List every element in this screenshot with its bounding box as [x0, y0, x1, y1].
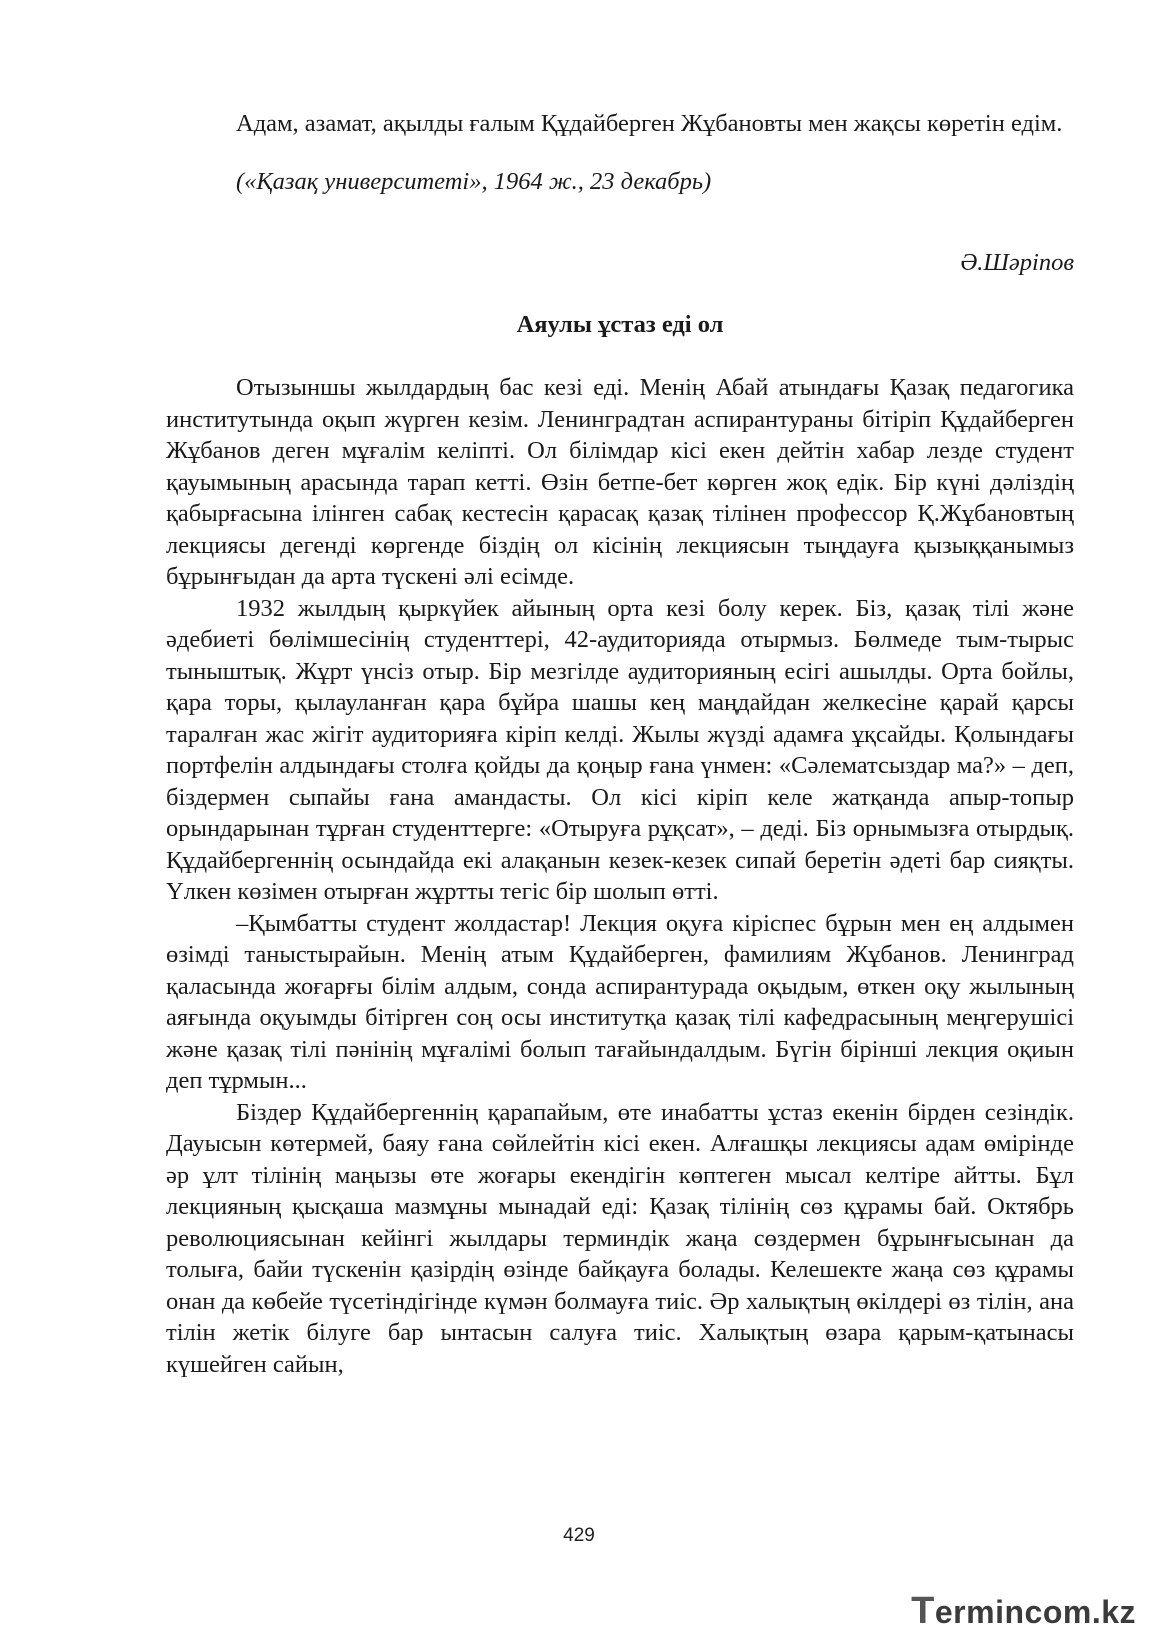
- body-paragraph-1: Отызыншы жылдардың бас кезі еді. Менің Абай атындағы Қазақ педагогика институтында оқып жүрген кезім. Ленинградтан аспирантураны бітіріп Құдайберген Жұбанов деген мұғалім келіпті. Ол білімдар кісі екен дейтін хабар лезде студент қауымының арасында тарап кетті. Өзін бетпе-бет көрген жоқ едік. Бір күні дәліздің қабырғасына ілінген сабақ кестесін қарасақ қазақ тілінен профессор Қ.Жұбановтың лекциясы дегенді көргенде біздің ол кісінің лекциясын тыңдауға қызыққанымыз бұрынғыдан да арта түскені әлі есімде.: [166, 374, 1074, 590]
- intro-paragraph: Адам, азамат, ақылды ғалым Құдайберген Жұбановты мен жақсы көретін едім.: [236, 110, 1063, 137]
- page-content: [166, 108, 1074, 1380]
- watermark-text: ermincom.kz: [934, 1594, 1136, 1630]
- body-paragraph-4: Біздер Құдайбергеннің қарапайым, өте инабатты ұстаз екенін бірден сезіндік. Дауысын көтермей, баяу ғана сөйлейтін кісі екен. Алғашқы лекциясы адам өмірінде әр ұлт тілінің маңызы өте жоғары екендігін көптеген мысал келтіре айтты. Бұл лекцияның қысқаша мазмұны мынадай еді: Қазақ тілінің сөз құрамы бай. Октябрь революциясынан кейінгі жылдары терминдік жаңа сөздермен бұрынғысынан да толыға, байи түскенін қазірдің өзінде байқауға болады. Келешекте жаңа сөз құрамы онан да көбейе түсетіндігінде күмән болмауға тиіс. Әр халықтың өкілдері өз тілін, ана тілін жетік білуге бар ынтасын салуға тиіс. Халықтың өзара қарым-қатынасы күшейген сайын,: [166, 1098, 1074, 1378]
- page-number: 429: [563, 1525, 595, 1546]
- termincom-logo: [911, 1590, 1136, 1633]
- source-citation: («Қазақ университеті», 1964 ж., 23 декабрь): [236, 167, 712, 195]
- body-paragraph-2: 1932 жылдың қыркүйек айының орта кезі болу керек. Біз, қазақ тілі және әдебиеті бөлімшесінің студенттері, 42-аудиторияда отырмыз. Бөлмеде тым-тырыс тыныштық. Жұрт үнсіз отыр. Бір мезгілде аудиторияның есігі ашылды. Орта бойлы, қара торы, қылауланған қара бұйра шашы кең маңдайдан желкесіне қарай қарсы таралған жас жігіт аудиторияға кіріп келді. Жылы жүзді адамға ұқсайды. Қолындағы портфелін алдындағы столға қойды да қоңыр ғана үнмен: «Сәлематсыздар ма?» – деп, біздермен сыпайы ғана амандасты. Ол кісі кіріп келе жатқанда апыр-топыр орындарынан тұрған студенттерге: «Отыруға рұқсат», – деді. Біз орнымызға отырдық. Құдайбергеннің осындайда екі алақанын кезек-кезек сипай беретін әдеті бар сияқты. Үлкен көзімен отырған жұртты тегіс бір шолып өтті.: [166, 594, 1074, 905]
- article-author: Ә.Шәріпов: [960, 249, 1074, 276]
- watermark-prefix: T: [911, 1590, 935, 1632]
- body-paragraph-3: –Қымбатты студент жолдастар! Лекция оқуға кіріспес бұрын мен ең алдымен өзімді таныстырайын. Менің атым Құдайберген, фамилиям Жұбанов. Ленинград қаласында жоғарғы білім алдым, сонда аспирантурада оқыдым, өткен оқу жылының аяғында оқуымды бітірген соң осы институтқа қазақ тілі кафедрасының меңгерушісі және қазақ тілі пәнінің мұғалімі болып тағайындалдым. Бүгін бірінші лекция оқиын деп тұрмын...: [166, 909, 1074, 1094]
- article-title: Аяулы ұстаз еді ол: [516, 310, 724, 338]
